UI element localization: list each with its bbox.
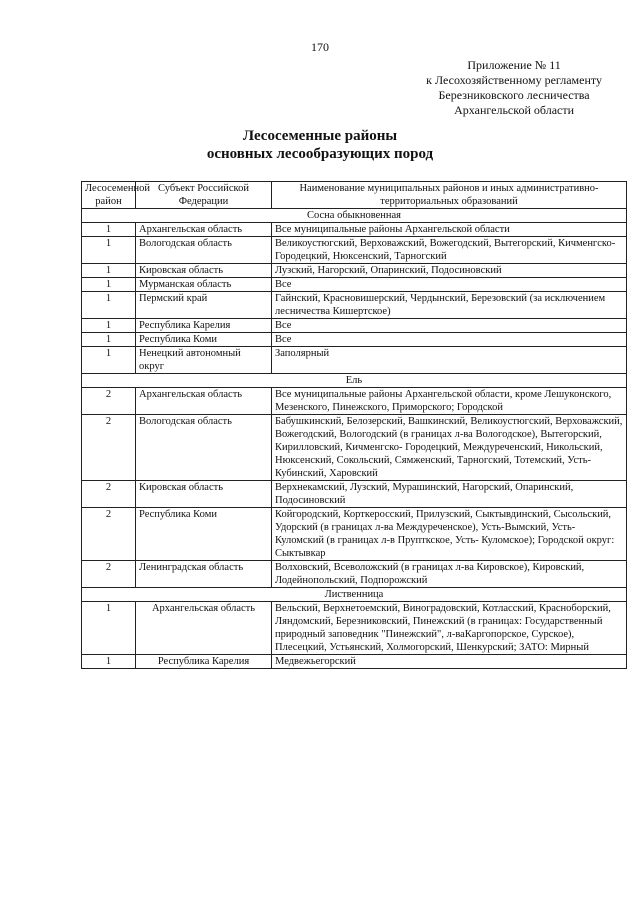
table-row	[82, 278, 627, 292]
appendix-line: к Лесохозяйственному регламенту	[426, 73, 602, 87]
appendix-line: Березниковского лесничества	[438, 88, 590, 102]
cell-subject: Архангельская область	[136, 388, 272, 415]
appendix-line: Архангельской области	[454, 103, 575, 117]
cell-areas: Все муниципальные районы Архангельской области	[272, 223, 627, 237]
table-row	[82, 223, 627, 237]
cell-areas: Медвежьегорский	[272, 655, 627, 669]
cell-areas: Все	[272, 278, 627, 292]
cell-subject: Архангельская область	[136, 602, 272, 655]
title-line: основных лесообразующих пород	[206, 146, 434, 162]
cell-zone: 1	[82, 278, 136, 292]
table-row	[82, 655, 627, 669]
table-row	[82, 561, 627, 588]
cell-areas: Заполярный	[272, 347, 627, 374]
cell-zone: 1	[82, 319, 136, 333]
table-row	[82, 602, 627, 655]
cell-zone: 1	[82, 602, 136, 655]
cell-zone: 2	[82, 508, 136, 561]
column-header-subject: Субъект Российской Федерации	[136, 182, 272, 209]
cell-zone: 1	[82, 223, 136, 237]
table-row	[82, 319, 627, 333]
table-header-row	[82, 182, 627, 209]
cell-subject: Кировская область	[136, 481, 272, 508]
cell-subject: Республика Карелия	[136, 319, 272, 333]
table-row	[82, 415, 627, 481]
table-row	[82, 508, 627, 561]
cell-subject: Республика Коми	[136, 508, 272, 561]
section-row	[82, 588, 627, 602]
cell-subject: Ленинградская область	[136, 561, 272, 588]
table-body	[82, 209, 627, 669]
cell-subject: Архангельская область	[136, 223, 272, 237]
cell-subject: Пермский край	[136, 292, 272, 319]
table-row	[82, 237, 627, 264]
cell-areas: Вельский, Верхнетоемский, Виноградовский, Котласский, Красноборский, Ляндомский, Березниковский, Пинежский (в границах: Государственный природный заповедник "Пинежский", л-ваКаргопорское, Сурское), Плесецкий, Устьянский, Холмогорский, Шенкурский; ЗАТО: Мирный	[272, 602, 627, 655]
section-row	[82, 209, 627, 223]
table-row	[82, 333, 627, 347]
cell-areas: Волховский, Всеволожский (в границах л-ва Кировское), Кировский, Лодейнопольский, Подпорожский	[272, 561, 627, 588]
table-row	[82, 388, 627, 415]
cell-subject: Кировская область	[136, 264, 272, 278]
cell-zone: 1	[82, 347, 136, 374]
section-row	[82, 374, 627, 388]
table-row	[82, 347, 627, 374]
cell-zone: 1	[82, 264, 136, 278]
appendix-line: Приложение № 11	[467, 58, 561, 72]
table-row	[82, 264, 627, 278]
cell-subject: Республика Коми	[136, 333, 272, 347]
cell-areas: Все муниципальные районы Архангельской области, кроме Лешуконского, Мезенского, Пинежского, Приморского; Городской	[272, 388, 627, 415]
table-row	[82, 292, 627, 319]
column-header-areas: Наименование муниципальных районов и иных административно-территориальных образований	[272, 182, 627, 209]
section-title: Ель	[82, 374, 627, 388]
cell-zone: 1	[82, 333, 136, 347]
column-header-zone: Лесосеменной район	[82, 182, 136, 209]
cell-areas: Койгородский, Корткеросский, Прилузский, Сыктывдинский, Сысольский, Удорский (в границах л-ва Междуреченское), Усть-Вымский, Усть-Куломский (в границах л-в Прупткское, Усть- Куломское); Городской округ: Сыктывкар	[272, 508, 627, 561]
cell-subject: Вологодская область	[136, 415, 272, 481]
cell-subject: Республика Карелия	[136, 655, 272, 669]
cell-areas: Все	[272, 319, 627, 333]
appendix-block	[426, 58, 602, 118]
cell-areas: Верхнекамский, Лузский, Мурашинский, Нагорский, Опаринский, Подосиновский	[272, 481, 627, 508]
cell-zone: 2	[82, 481, 136, 508]
cell-subject: Ненецкий автономный округ	[136, 347, 272, 374]
cell-areas: Лузский, Нагорский, Опаринский, Подосиновский	[272, 264, 627, 278]
cell-subject: Вологодская область	[136, 237, 272, 264]
page-number: 170	[311, 40, 329, 54]
cell-subject: Мурманская область	[136, 278, 272, 292]
document-title	[0, 127, 640, 163]
section-title: Лиственница	[82, 588, 627, 602]
cell-areas: Все	[272, 333, 627, 347]
cell-areas: Великоустюгский, Верховажский, Вожегодский, Вытегорский, Кичменгско-Городецкий, Нюксенский, Тарногский	[272, 237, 627, 264]
cell-zone: 1	[82, 292, 136, 319]
cell-areas: Бабушкинский, Белозерский, Вашкинский, Великоустюгский, Верховажский, Вожегодский, Вологодский (в границах л-ва Вологодское), Вытегорский, Кирилловский, Кичменгско- Городецкий, Междуреченский, Никольский, Нюксенский, Сокольский, Сямженский, Тарногский, Тотемский, Усть- Кубинский, Харовский	[272, 415, 627, 481]
table-row	[82, 481, 627, 508]
cell-zone: 2	[82, 415, 136, 481]
cell-zone: 2	[82, 561, 136, 588]
seed-zones-table	[81, 181, 627, 669]
section-title: Сосна обыкновенная	[82, 209, 627, 223]
cell-zone: 1	[82, 655, 136, 669]
cell-zone: 2	[82, 388, 136, 415]
title-line: Лесосеменные районы	[242, 128, 398, 144]
cell-areas: Гайнский, Красновишерский, Чердынский, Березовский (за исключением лесничества Кишертское)	[272, 292, 627, 319]
cell-zone: 1	[82, 237, 136, 264]
